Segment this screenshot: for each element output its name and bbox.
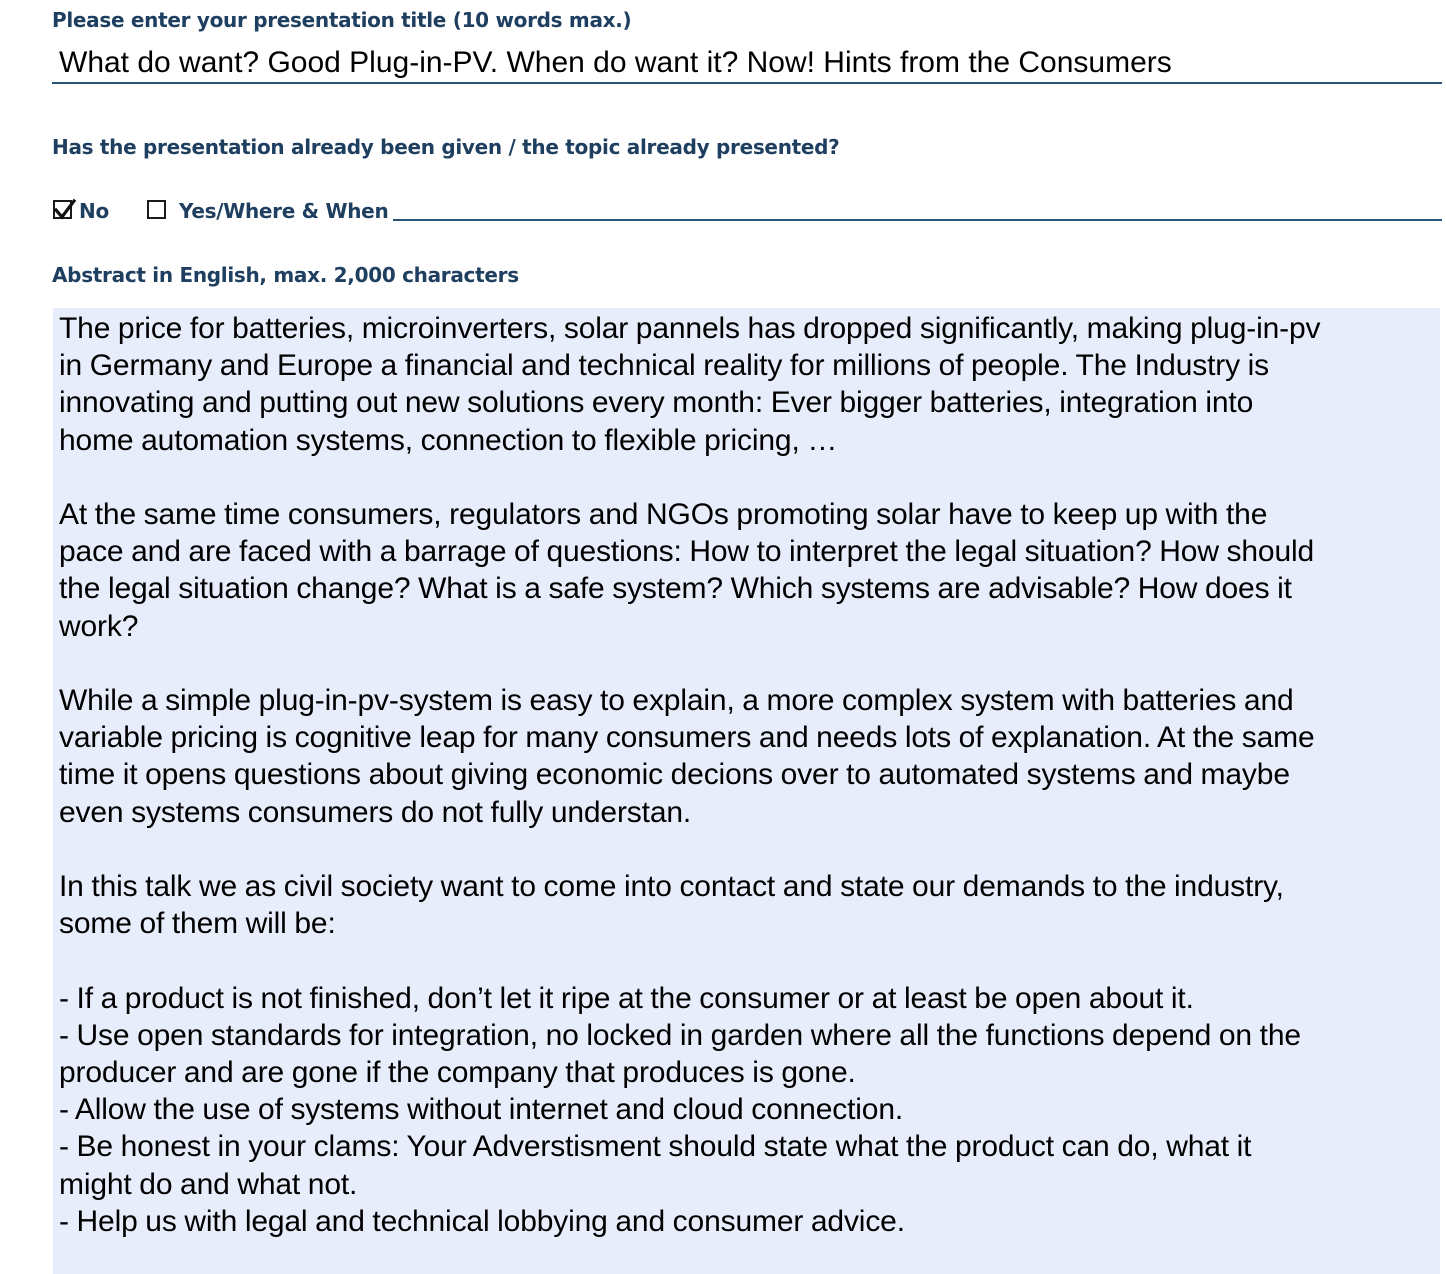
abstract-line: - Allow the use of systems without internet and cloud connection. [59,1093,904,1127]
no-checkbox[interactable] [53,200,72,219]
abstract-line: home automation systems, connection to flexible pricing, … [59,423,838,457]
abstract-blank-line [59,459,1440,496]
abstract-line: might do and what not. [59,1167,358,1201]
abstract-line: variable pricing is cognitive leap for many consumers and needs lots of explanation. At the same [59,721,1315,755]
checkmark-icon [53,198,77,222]
abstract-line: At the same time consumers, regulators and NGOs promoting solar have to keep up with the [59,498,1268,531]
abstract-line: The price for batteries, microinverters, solar pannels has dropped significantly, making plug-in-pv [59,312,1321,345]
abstract-line: - Use open standards for integration, no locked in garden where all the functions depend on the [59,1018,1301,1052]
abstract-blank-line [59,942,1440,979]
yes-checkbox[interactable] [147,200,166,219]
abstract-line: some of them will be: [59,907,336,941]
presented-question-label: Has the presentation already been given / the topic already presented? [52,135,840,159]
yes-where-when-input[interactable] [393,219,1442,221]
abstract-line: - Help us with legal and technical lobbying and consumer advice. [59,1204,905,1238]
abstract-textarea[interactable] [53,308,1440,1274]
abstract-blank-line [59,831,1440,868]
yes-where-when-label: Yes/Where & When [179,199,389,223]
abstract-label: Abstract in English, max. 2,000 characters [52,263,519,287]
abstract-line: in Germany and Europe a financial and technical reality for millions of people. The Industry is [59,349,1270,383]
abstract-line: While a simple plug-in-pv-system is easy to explain, a more complex system with batteries and [59,684,1294,717]
title-input[interactable] [52,44,1442,84]
abstract-line: even systems consumers do not fully understan. [59,795,692,829]
abstract-text [59,310,1440,1240]
title-label: Please enter your presentation title (10 words max.) [52,8,632,32]
no-label: No [79,199,109,223]
abstract-line: pace and are faced with a barrage of questions: How to interpret the legal situation? How should [59,535,1315,569]
abstract-line: producer and are gone if the company that produces is gone. [59,1056,856,1089]
title-value: What do want? Good Plug-in-PV. When do want it? Now! Hints from the Consumers [59,46,1172,79]
abstract-blank-line [59,645,1440,682]
abstract-line: In this talk we as civil society want to come into contact and state our demands to the industry, [59,870,1284,903]
abstract-line: - If a product is not finished, don’t let it ripe at the consumer or at least be open about it. [59,981,1194,1015]
abstract-line: time it opens questions about giving economic decions over to automated systems and maybe [59,758,1290,792]
abstract-line: the legal situation change? What is a safe system? Which systems are advisable? How does it [59,572,1292,606]
abstract-line: - Be honest in your clams: Your Adverstisment should state what the product can do, what it [59,1130,1252,1164]
abstract-line: innovating and putting out new solutions every month: Ever bigger batteries, integration into [59,386,1254,420]
abstract-line: work? [59,609,139,643]
